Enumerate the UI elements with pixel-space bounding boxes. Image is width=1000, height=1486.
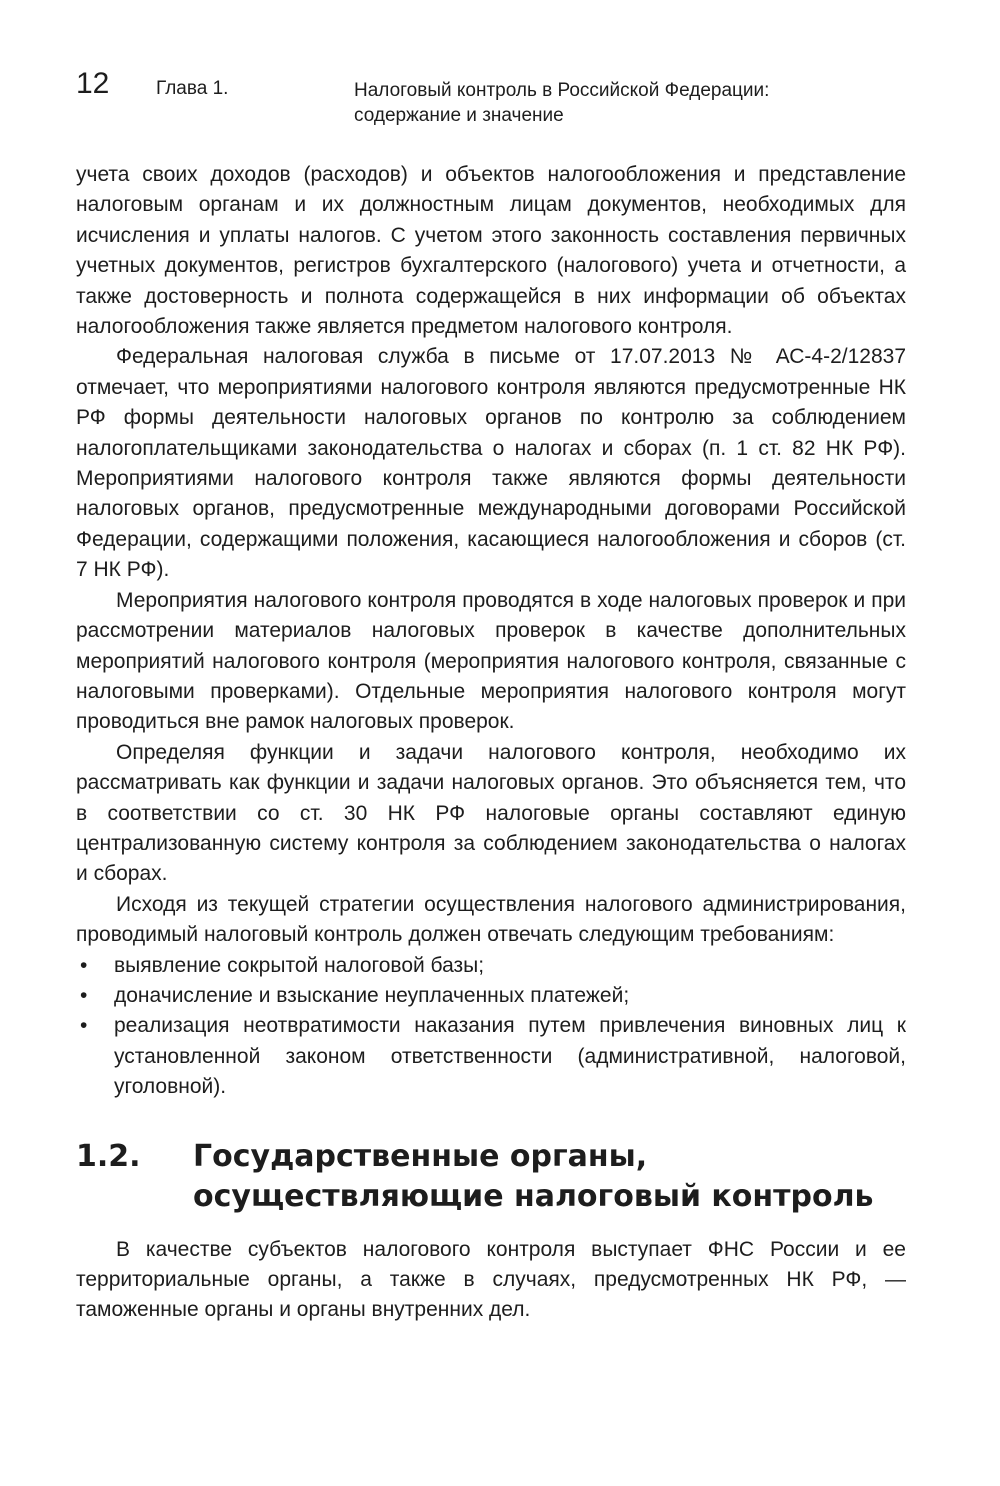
list-item-text: доначисление и взыскание неуплаченных платежей; [114,983,630,1007]
paragraph-control-measures: Мероприятия налогового контроля проводятся в ходе налоговых проверок и при рассмотрении материалов налоговых проверок в качестве дополнительных мероприятий налогового контроля (мероприятия налогового контроля, связанные с налоговыми проверками). Отдельные мероприятия налогового контроля могут проводиться вне рамок налоговых проверок. [76,588,906,734]
running-title-line-2: содержание и значение [354,105,564,126]
requirements-list [76,951,906,1103]
bullet-icon: • [80,983,88,1007]
paragraph-requirements-intro: Исходя из текущей стратегии осуществления налогового администрирования, проводимый налоговый контроль должен отвечать следующим требованиям: [76,892,906,947]
chapter-label: Глава 1. [156,78,229,99]
page-body [76,160,906,1326]
list-item [76,1011,906,1102]
section-number: 1.2. [76,1138,141,1174]
list-item [76,981,906,1011]
list-item-text: выявление сокрытой налоговой базы; [114,953,485,977]
paragraph-fns-letter: Федеральная налоговая служба в письме от 17.07.2013 № АС-4-2/12837 отмечает, что мероприятиями налогового контроля являются предусмотренные НК РФ формы деятельности налоговых органов по контролю за соблюдением налогоплательщиками законодательства о налогах и сборах (п. 1 ст. 82 НК РФ). Мероприятиями налогового контроля также являются формы деятельности налоговых органов, предусмотренные международными договорами Российской Федерации, содержащими положения, касающиеся налогообложения и сборов (ст. 7 НК РФ). [76,345,906,582]
running-title [354,78,914,128]
list-item [76,951,906,981]
paragraph-continuation: учета своих доходов (расходов) и объектов налогообложения и представление налоговым органам и их должностным лицам документов, необходимых для исчисления и уплаты налогов. С учетом этого законность составления первичных учетных документов, регистров бухгалтерского (налогового) учета и отчетности, а также достоверность и полнота содержащейся в них информации об объектах налогообложения также является предметом налогового контроля. [76,163,906,339]
paragraph-control-subjects: В качестве субъектов налогового контроля выступает ФНС России и ее территориальные органы, а также в случаях, предусмотренных НК РФ, — таможенные органы и органы внутренних дел. [76,1237,906,1322]
paragraph-functions-tasks: Определяя функции и задачи налогового контроля, необходимо их рассматривать как функции и задачи налоговых органов. Это объясняется тем, что в соответствии со ст. 30 НК РФ налоговые органы составляют единую централизованную систему контроля за соблюдением законодательства о налогах и сборах. [76,740,906,886]
list-item-text: реализация неотвратимости наказания путем привлечения виновных лиц к установленной законом ответственности (административной, налоговой, уголовной). [114,1014,906,1099]
running-header [76,66,936,136]
bullet-icon: • [80,953,88,977]
section-title-line-1: Государственные органы, [193,1138,648,1174]
bullet-icon: • [80,1014,88,1038]
section-heading [76,1137,906,1217]
section-title [193,1137,906,1217]
running-title-line-1: Налоговый контроль в Российской Федерации: [354,80,770,101]
section-title-line-2: осуществляющие налоговый контроль [193,1178,874,1214]
page-number: 12 [76,67,110,100]
